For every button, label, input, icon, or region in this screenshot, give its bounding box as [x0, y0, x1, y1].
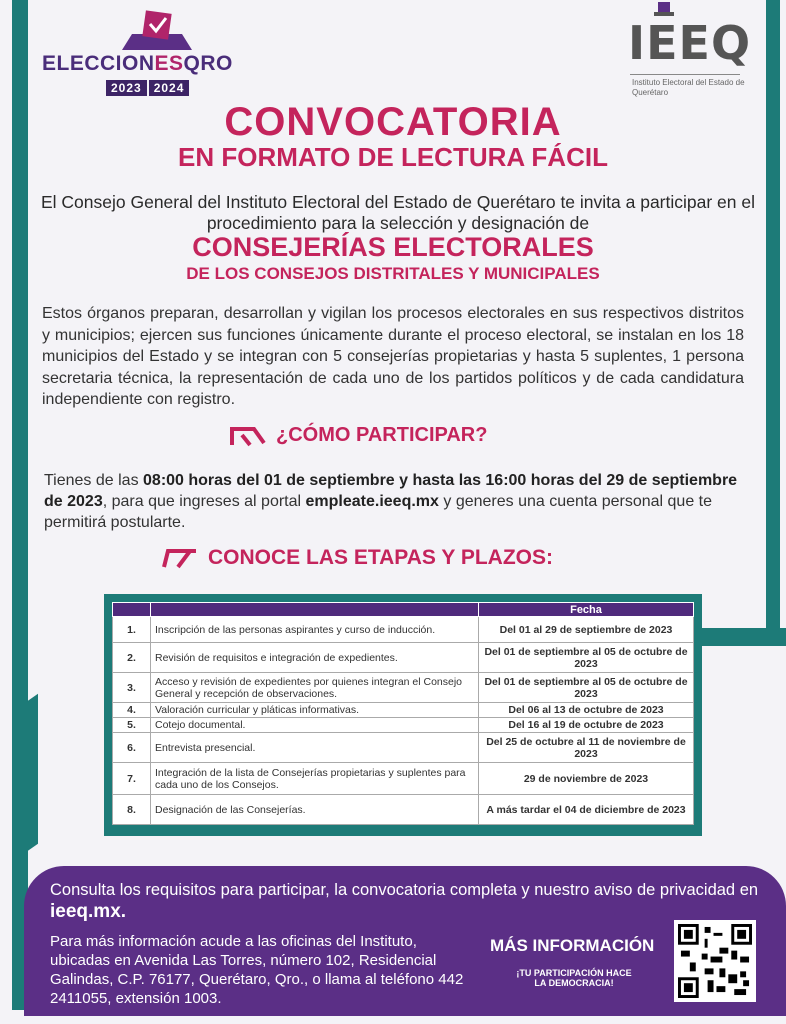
teal-band [690, 628, 786, 646]
table-row: 2. Revisión de requisitos e integración de expedientes. Del 01 de septiembre al 05 de octubre de 2023 [113, 643, 694, 673]
footer-panel [24, 866, 786, 1016]
ballot-box-icon [112, 10, 202, 52]
table-header-row [113, 603, 694, 617]
table-row: 4. Valoración curricular y pláticas informativas. Del 06 al 13 de octubre de 2023 [113, 703, 694, 718]
description-paragraph: Estos órganos preparan, desarrollan y vigilan los procesos electorales en sus respectivos distritos y municipios; ejercen sus funciones únicamente durante el proceso electoral, se instalan en los 18 municipios del Estado y se integran con 5 consejerías propietarias y hasta 5 suplentes, 1 persona secretaria técnica, la representación de cada uno de los partidos políticos y de cada candidatura independiente con registro. [42, 305, 744, 408]
chevron-decoration-icon [228, 425, 268, 447]
intro-text: El Consejo General del Instituto Electoral del Estado de Querétaro te invita a participar en el procedimiento para la selección y designación de [40, 192, 755, 233]
footer-link: ieeq.mx. [50, 901, 127, 922]
logo-wordmark: ELECCIONESQRO [42, 52, 233, 75]
footer-contact-text: Para más información acude a las oficinas del Instituto, ubicadas en Avenida Las Torres, número 102, Residencial Galindas, C.P. 76177, Querétaro, Qro., o llama al teléfono 442 2411055, extensión 1003. [50, 933, 464, 1007]
page-subtitle: EN FORMATO DE LECTURA FÁCIL [178, 142, 608, 172]
ieeq-subtitle: Instituto Electoral del Estado de Querétaro [632, 78, 745, 97]
divider [630, 74, 740, 75]
teal-diagonal [20, 694, 38, 857]
teal-border-right [766, 0, 780, 640]
column-header [113, 603, 151, 617]
qr-code-icon [674, 920, 756, 1002]
participation-paragraph: Tienes de las 08:00 horas del 01 de septiembre y hasta las 16:00 horas del 29 de septiembre de 2023, para que ingreses al portal empleate.ieeq.mx y generes una cuenta personal que te permitirá postularte. [44, 472, 738, 531]
table-row: 1. Inscripción de las personas aspirantes y curso de inducción. Del 01 al 29 de septiembre de 2023 [113, 617, 694, 643]
table-row: 5. Cotejo documental. Del 16 al 19 de octubre de 2023 [113, 718, 694, 733]
stages-table [112, 602, 694, 825]
table-row: 6. Entrevista presencial. Del 25 de octubre al 11 de noviembre de 2023 [113, 733, 694, 763]
ieeq-logo [620, 2, 750, 102]
table-row: 3. Acceso y revisión de expedientes por quienes integran el Consejo General y recepción de observaciones. Del 01 de septiembre al 05 de octubre de 2023 [113, 673, 694, 703]
mas-informacion-label: MÁS INFORMACIÓN [490, 936, 655, 955]
footer-consulta-text: Consulta los requisitos para participar, la convocatoria completa y nuestro aviso de privacidad en ieeq.mx. [50, 881, 759, 922]
column-header [151, 603, 479, 617]
section-como-participar: ¿CÓMO PARTICIPAR? [228, 424, 487, 447]
stages-table-frame [104, 594, 702, 836]
logo-years: 2023 2024 [106, 80, 189, 96]
consejerias-title: CONSEJERÍAS ELECTORALES [192, 232, 594, 262]
column-header-fecha: Fecha [479, 603, 694, 617]
page-title: CONVOCATORIA [224, 100, 562, 144]
section-etapas: CONOCE LAS ETAPAS Y PLAZOS: [160, 546, 553, 570]
consejerias-subtitle: DE LOS CONSEJOS DISTRITALES Y MUNICIPALES [186, 264, 600, 283]
table-row: 8. Designación de las Consejerías. A más tardar el 04 de diciembre de 2023 [113, 795, 694, 825]
elecciones-qro-logo [42, 10, 262, 100]
ieeq-wordmark: IEEQ [628, 16, 752, 70]
slogan: ¡TU PARTICIPACIÓN HACE LA DEMOCRACIA! [516, 968, 632, 988]
chevron-decoration-icon [160, 547, 200, 569]
table-row: 7. Integración de la lista de Consejerías propietarias y suplentes para cada uno de los Consejos. 29 de noviembre de 2023 [113, 763, 694, 795]
